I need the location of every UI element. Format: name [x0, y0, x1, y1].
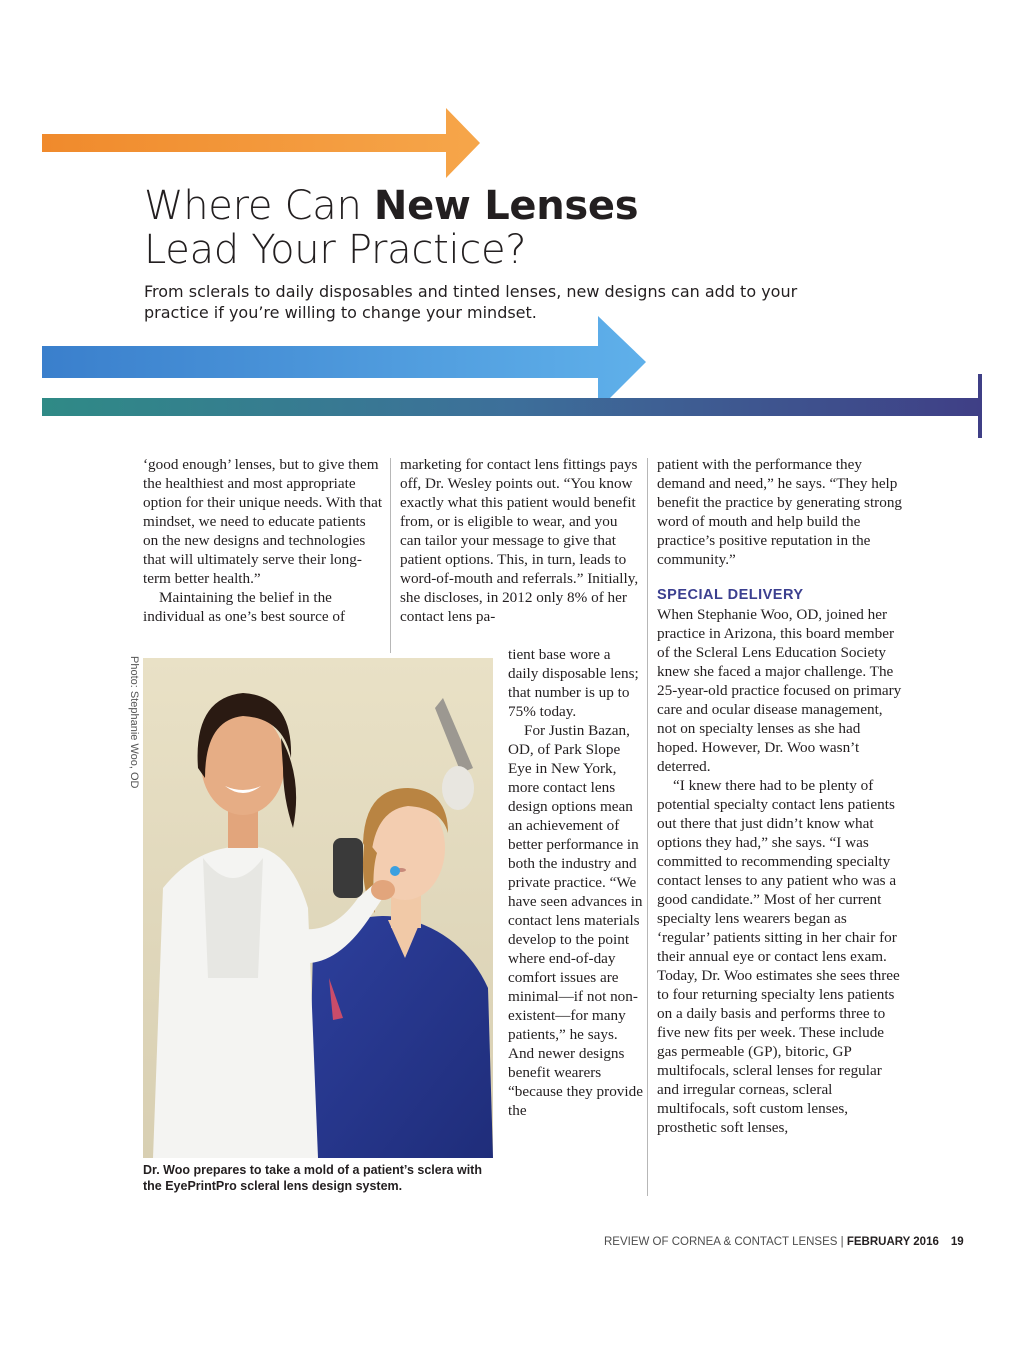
- page-number: 19: [950, 1236, 964, 1248]
- column-divider: [647, 458, 648, 1196]
- orange-arrow-graphic: [42, 108, 482, 178]
- footer-issue: FEBRUARY 2016: [846, 1236, 939, 1248]
- text-column-3: [657, 455, 902, 1137]
- text-column-2-bottom: [508, 645, 643, 1120]
- headline-part-1: Where Can: [144, 183, 374, 229]
- footer-publication: REVIEW OF CORNEA & CONTACT LENSES |: [604, 1236, 847, 1248]
- paragraph: “I knew there had to be plenty of potential specialty contact lens patients out there that just didn’t know what options they had,” she says. “I was committed to recommending specialty contact lenses to any patient who was a good candidate.” Most of her current specialty lens wearers began as ‘regular’ patients sitting in her chair for their annual eye or contact lens exam. Today, Dr. Woo estimates she sees three to four returning specialty lens patients on a daily basis and performs three to five new fits per week. These include gas permeable (GP), bitoric, GP multifocals, scleral lenses for regular and irregular corneas, scleral multifocals, soft custom lenses, prosthetic soft lenses,: [657, 777, 900, 1136]
- article-photo: [143, 658, 493, 1158]
- section-subhead: SPECIAL DELIVERY: [657, 587, 804, 603]
- photo-credit: Photo: Stephanie Woo, OD: [128, 656, 140, 789]
- paragraph: ‘good enough’ lenses, but to give them the healthiest and most appropriate option for their unique needs. With that mindset, we need to educate patients on the new designs and technologies that will ultimately serve their long-term better health.”: [143, 456, 383, 587]
- paragraph: Maintaining the belief in the individual as one’s best source of: [143, 589, 346, 625]
- page-footer: [604, 1236, 964, 1248]
- paragraph: marketing for contact lens fittings pays off, Dr. Wesley points out. “You know exactly what this patient would benefit from, or is eligible to wear, and you can tailor your message to give that patient options. This, in turn, leads to word-of-mouth and referrals.” Initially, she discloses, in 2012 only 8% of her contact lens pa-: [400, 456, 639, 625]
- paragraph: When Stephanie Woo, OD, joined her practice in Arizona, this board member of the Scleral Lens Education Society knew she faced a major challenge. The 25-year-old practice focused on primary care and ocular disease management, not on specialty lenses as she had hoped. However, Dr. Woo wasn’t deterred.: [657, 606, 902, 775]
- article-deck: From sclerals to daily disposables and tinted lenses, new designs can add to your practice if you’re willing to change your mindset.: [144, 282, 798, 322]
- headline-part-2: Lead Your Practice?: [144, 227, 527, 273]
- text-column-2-top: [400, 455, 640, 626]
- article-headline: [144, 184, 904, 272]
- paragraph: tient base wore a daily disposable lens; that number is up to 75% today.: [508, 646, 639, 720]
- teal-purple-bar-graphic: [42, 372, 984, 440]
- text-column-1: [143, 455, 383, 626]
- paragraph: For Justin Bazan, OD, of Park Slope Eye in New York, more contact lens design options mean an achievement of better performance in both the industry and private practice. “We have seen advances in contact lens materials develop to the point where end-of-day comfort issues are minimal—if not non-existent—for many patients,” he says. And newer designs benefit wearers “because they provide the: [508, 722, 643, 1119]
- headline-bold: New Lenses: [373, 183, 639, 229]
- column-divider: [390, 458, 391, 653]
- paragraph: patient with the performance they demand and need,” he says. “They help benefit the practice by generating strong word of mouth and help build the practice’s positive reputation in the community.”: [657, 456, 903, 568]
- photo-caption: Dr. Woo prepares to take a mold of a patient’s sclera with the EyePrintPro scleral lens design system.: [143, 1163, 482, 1193]
